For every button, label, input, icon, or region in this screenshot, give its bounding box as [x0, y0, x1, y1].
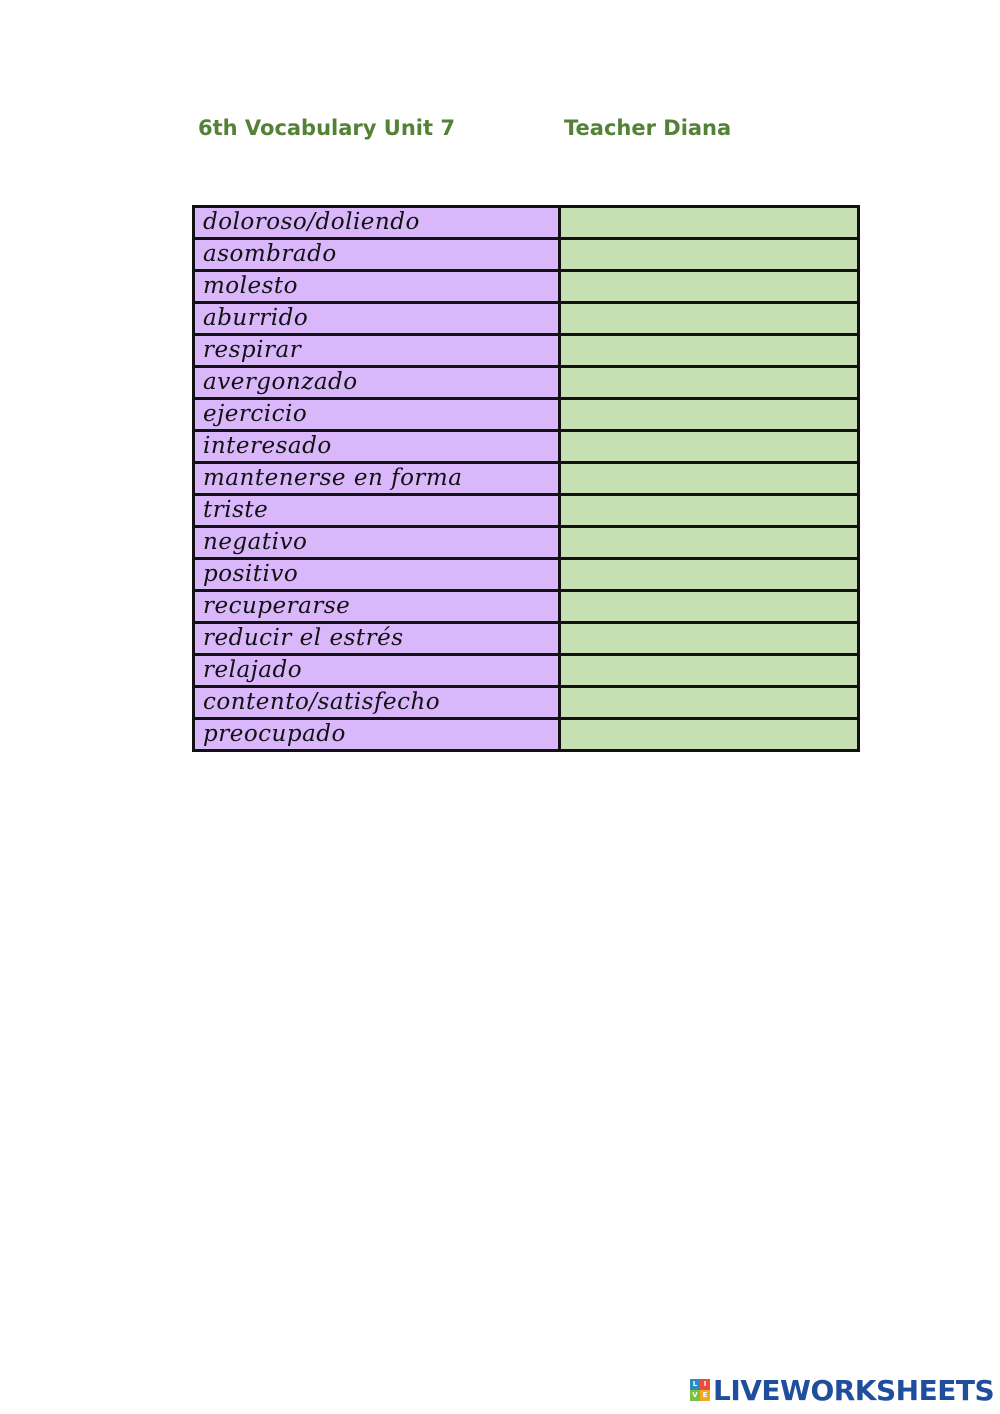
vocabulary-word: avergonzado	[194, 367, 560, 399]
vocabulary-row	[194, 591, 859, 623]
answer-cell[interactable]	[560, 655, 859, 687]
vocabulary-row	[194, 239, 859, 271]
answer-cell[interactable]	[560, 335, 859, 367]
answer-input[interactable]	[561, 592, 857, 621]
answer-input[interactable]	[561, 368, 857, 397]
answer-cell[interactable]	[560, 527, 859, 559]
vocabulary-word: molesto	[194, 271, 560, 303]
answer-cell[interactable]	[560, 495, 859, 527]
answer-input[interactable]	[561, 496, 857, 525]
vocabulary-row	[194, 687, 859, 719]
answer-input[interactable]	[561, 272, 857, 301]
vocabulary-word: preocupado	[194, 719, 560, 751]
answer-input[interactable]	[561, 400, 857, 429]
vocabulary-row	[194, 431, 859, 463]
answer-input[interactable]	[561, 432, 857, 461]
answer-cell[interactable]	[560, 687, 859, 719]
answer-input[interactable]	[561, 528, 857, 557]
vocabulary-word: contento/satisfecho	[194, 687, 560, 719]
teacher-name: Teacher Diana	[564, 116, 732, 140]
answer-input[interactable]	[561, 304, 857, 333]
worksheet-title: 6th Vocabulary Unit 7	[198, 116, 455, 140]
answer-input[interactable]	[561, 240, 857, 269]
vocabulary-row	[194, 207, 859, 239]
vocabulary-row	[194, 399, 859, 431]
answer-cell[interactable]	[560, 719, 859, 751]
answer-input[interactable]	[561, 336, 857, 365]
vocabulary-word: reducir el estrés	[194, 623, 560, 655]
answer-cell[interactable]	[560, 303, 859, 335]
answer-cell[interactable]	[560, 623, 859, 655]
liveworksheets-logo-icon: L I V E	[690, 1379, 710, 1401]
vocabulary-word: triste	[194, 495, 560, 527]
vocabulary-table	[192, 205, 860, 752]
liveworksheets-logo	[690, 1374, 994, 1406]
answer-input[interactable]	[561, 656, 857, 685]
vocabulary-row	[194, 335, 859, 367]
vocabulary-row	[194, 655, 859, 687]
answer-cell[interactable]	[560, 239, 859, 271]
answer-cell[interactable]	[560, 559, 859, 591]
vocabulary-word: aburrido	[194, 303, 560, 335]
vocabulary-word: respirar	[194, 335, 560, 367]
vocabulary-row	[194, 303, 859, 335]
vocabulary-row	[194, 271, 859, 303]
answer-input[interactable]	[561, 560, 857, 589]
vocabulary-word: recuperarse	[194, 591, 560, 623]
answer-input[interactable]	[561, 624, 857, 653]
vocabulary-word: positivo	[194, 559, 560, 591]
liveworksheets-logo-text: LIVEWORKSHEETS	[713, 1373, 995, 1407]
vocabulary-row	[194, 719, 859, 751]
answer-cell[interactable]	[560, 463, 859, 495]
answer-cell[interactable]	[560, 207, 859, 239]
answer-input[interactable]	[561, 688, 857, 717]
answer-cell[interactable]	[560, 367, 859, 399]
vocabulary-word: ejercicio	[194, 399, 560, 431]
answer-input[interactable]	[561, 208, 857, 237]
vocabulary-row	[194, 495, 859, 527]
vocabulary-word: doloroso/doliendo	[194, 207, 560, 239]
vocabulary-word: interesado	[194, 431, 560, 463]
vocabulary-row	[194, 559, 859, 591]
answer-input[interactable]	[561, 464, 857, 493]
vocabulary-word: negativo	[194, 527, 560, 559]
vocabulary-word: relajado	[194, 655, 560, 687]
vocabulary-row	[194, 367, 859, 399]
answer-cell[interactable]	[560, 399, 859, 431]
vocabulary-word: asombrado	[194, 239, 560, 271]
answer-cell[interactable]	[560, 591, 859, 623]
vocabulary-word: mantenerse en forma	[194, 463, 560, 495]
vocabulary-row	[194, 463, 859, 495]
answer-cell[interactable]	[560, 271, 859, 303]
vocabulary-row	[194, 527, 859, 559]
vocabulary-row	[194, 623, 859, 655]
answer-cell[interactable]	[560, 431, 859, 463]
vocabulary-table-body	[194, 207, 859, 751]
answer-input[interactable]	[561, 720, 857, 749]
